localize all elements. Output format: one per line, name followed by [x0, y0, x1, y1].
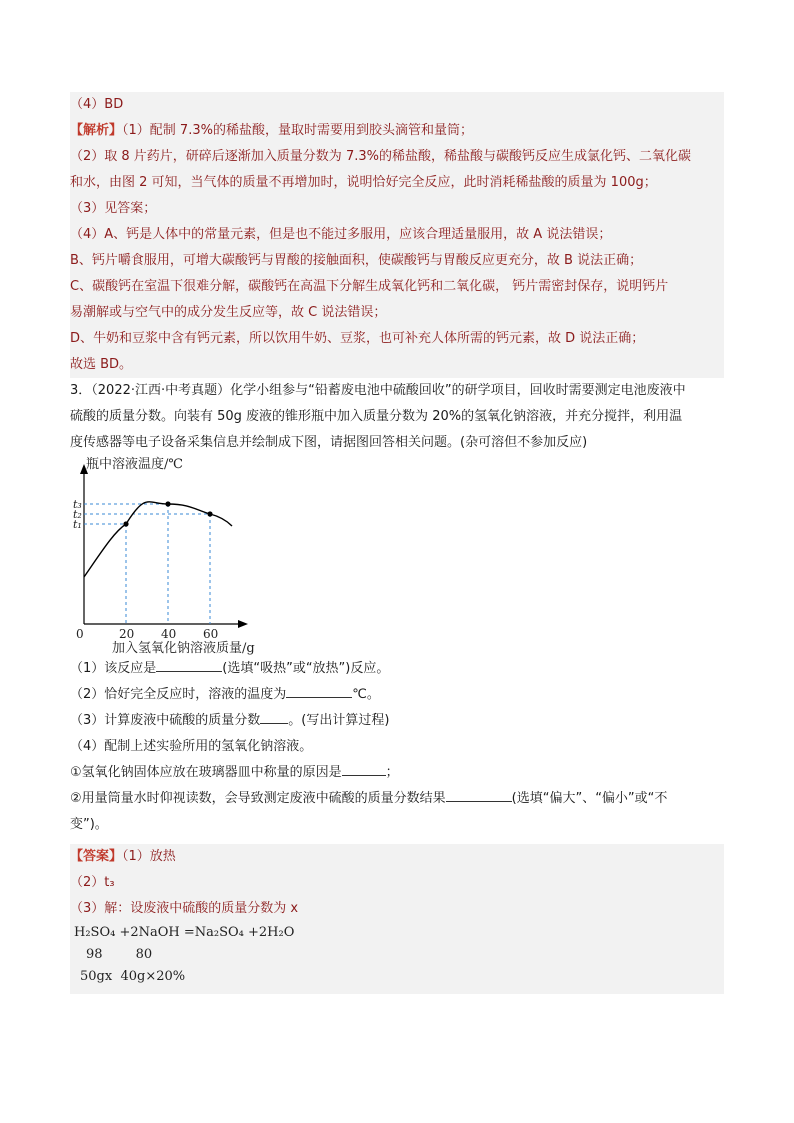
sub-question-2: （2）恰好完全反应时，溶液的温度为 ℃。: [70, 682, 724, 708]
x-tick-label: 60: [203, 627, 219, 641]
answer-tag: 【答案】: [70, 849, 123, 864]
question-3-line-2: 硫酸的质量分数。向装有 50g 废液的锥形瓶中加入质量分数为 20%的氢氧化钠溶液，并充分搅拌，利用温: [70, 409, 683, 424]
y-axis-label: 瓶中溶液温度/℃: [86, 457, 183, 472]
analysis-c-b: 易潮解或与空气中的成分发生反应等，故 C 说法错误；: [70, 305, 387, 320]
blank-1[interactable]: [156, 657, 222, 672]
x-axis-label: 加入氢氧化钠溶液质量/g: [112, 641, 255, 656]
analysis-b: B、钙片嚼食服用，可增大碳酸钙与胃酸的接触面积，使碳酸钙与胃酸反应更充分，故 B 说法正确；: [70, 253, 643, 268]
sub-question-4-2: ②用量筒量水时仰视读数，会导致测定废液中硫酸的质量分数结果 (选填“偏大”、“偏小”或“不: [70, 786, 724, 812]
question-3: [70, 378, 724, 838]
mass-line: 50gx 40g×20%: [80, 969, 186, 984]
data-point: [207, 511, 212, 516]
blank-4-2[interactable]: [446, 787, 512, 802]
y-tick-label: t₁: [73, 518, 82, 531]
x-tick-label: 40: [161, 627, 177, 641]
molar-mass-line: 98 80: [86, 947, 153, 962]
data-point: [165, 501, 170, 506]
answer-3-3: （3）解：设废液中硫酸的质量分数为 x: [70, 901, 299, 916]
previous-answer-block: [70, 92, 724, 378]
x-axis-arrow: [238, 620, 248, 628]
sub-question-1: （1）该反应是 (选填“吸热”或“放热”)反应。: [70, 656, 724, 682]
answer-3-block: [70, 844, 724, 994]
answer-3-2: （2）t₃: [70, 875, 115, 890]
analysis-4: （4）A、钙是人体中的常量元素，但是也不能过多服用，应该合理适量服用，故 A 说法错误；: [70, 227, 612, 242]
analysis-2b: 和水，由图 2 可知，当气体的质量不再增加时，说明恰好完全反应，此时消耗稀盐酸的质量为 100g；: [70, 175, 657, 190]
analysis-2a: （2）取 8 片药片，研碎后逐渐加入质量分数为 7.3%的稀盐酸，稀盐酸与碳酸钙反应生成氯化钙、二氧化碳: [70, 149, 691, 164]
temperature-chart: [72, 456, 724, 656]
analysis-1: （1）配制 7.3%的稀盐酸，量取时需要用到胶头滴管和量筒；: [122, 123, 473, 138]
y-tick-label: t₂: [73, 508, 82, 521]
x-tick-label: 20: [119, 627, 135, 641]
question-3-line-3: 度传感器等电子设备采集信息并绘制成下图，请据图回答相关问题。(杂可溶但不参加反应): [70, 435, 588, 450]
sub-question-4-1: ①氢氧化钠固体应放在玻璃器皿中称量的原因是 ；: [70, 760, 724, 786]
sub-question-4: （4）配制上述实验所用的氢氧化钠溶液。: [70, 739, 313, 754]
document-page: [70, 92, 724, 994]
analysis-end: 故选 BD。: [70, 357, 133, 372]
blank-2[interactable]: [286, 683, 352, 698]
sub-question-3: （3）计算废液中硫酸的质量分数 。(写出计算过程): [70, 708, 724, 734]
y-tick-label: t₃: [73, 498, 82, 511]
answer-line-4: （4）BD: [70, 97, 124, 112]
origin-label: 0: [76, 627, 84, 641]
analysis-d: D、牛奶和豆浆中含有钙元素，所以饮用牛奶、豆浆，也可补充人体所需的钙元素，故 D 说法正确；: [70, 331, 645, 346]
blank-4-1[interactable]: [342, 761, 386, 776]
sub-question-4-2-cont: 变”)。: [70, 817, 108, 832]
analysis-tag: 【解析】: [70, 123, 123, 138]
blank-3[interactable]: [260, 709, 288, 724]
temperature-chart-svg: [72, 456, 332, 656]
equation-line: H₂SO₄ +2NaOH =Na₂SO₄ +2H₂O: [74, 925, 295, 940]
analysis-3: （3）见答案；: [70, 201, 157, 216]
analysis-c-a: C、碳酸钙在室温下很难分解，碳酸钙在高温下分解生成氧化钙和二氧化碳， 钙片需密封保存，说明钙片: [70, 279, 669, 294]
answer-3-1: （1）放热: [122, 849, 176, 864]
question-3-line-1: 3．（2022·江西·中考真题）化学小组参与“铅蓄废电池中硫酸回收”的研学项目，回收时需要测定电池废液中: [70, 383, 686, 398]
data-point: [123, 521, 128, 526]
